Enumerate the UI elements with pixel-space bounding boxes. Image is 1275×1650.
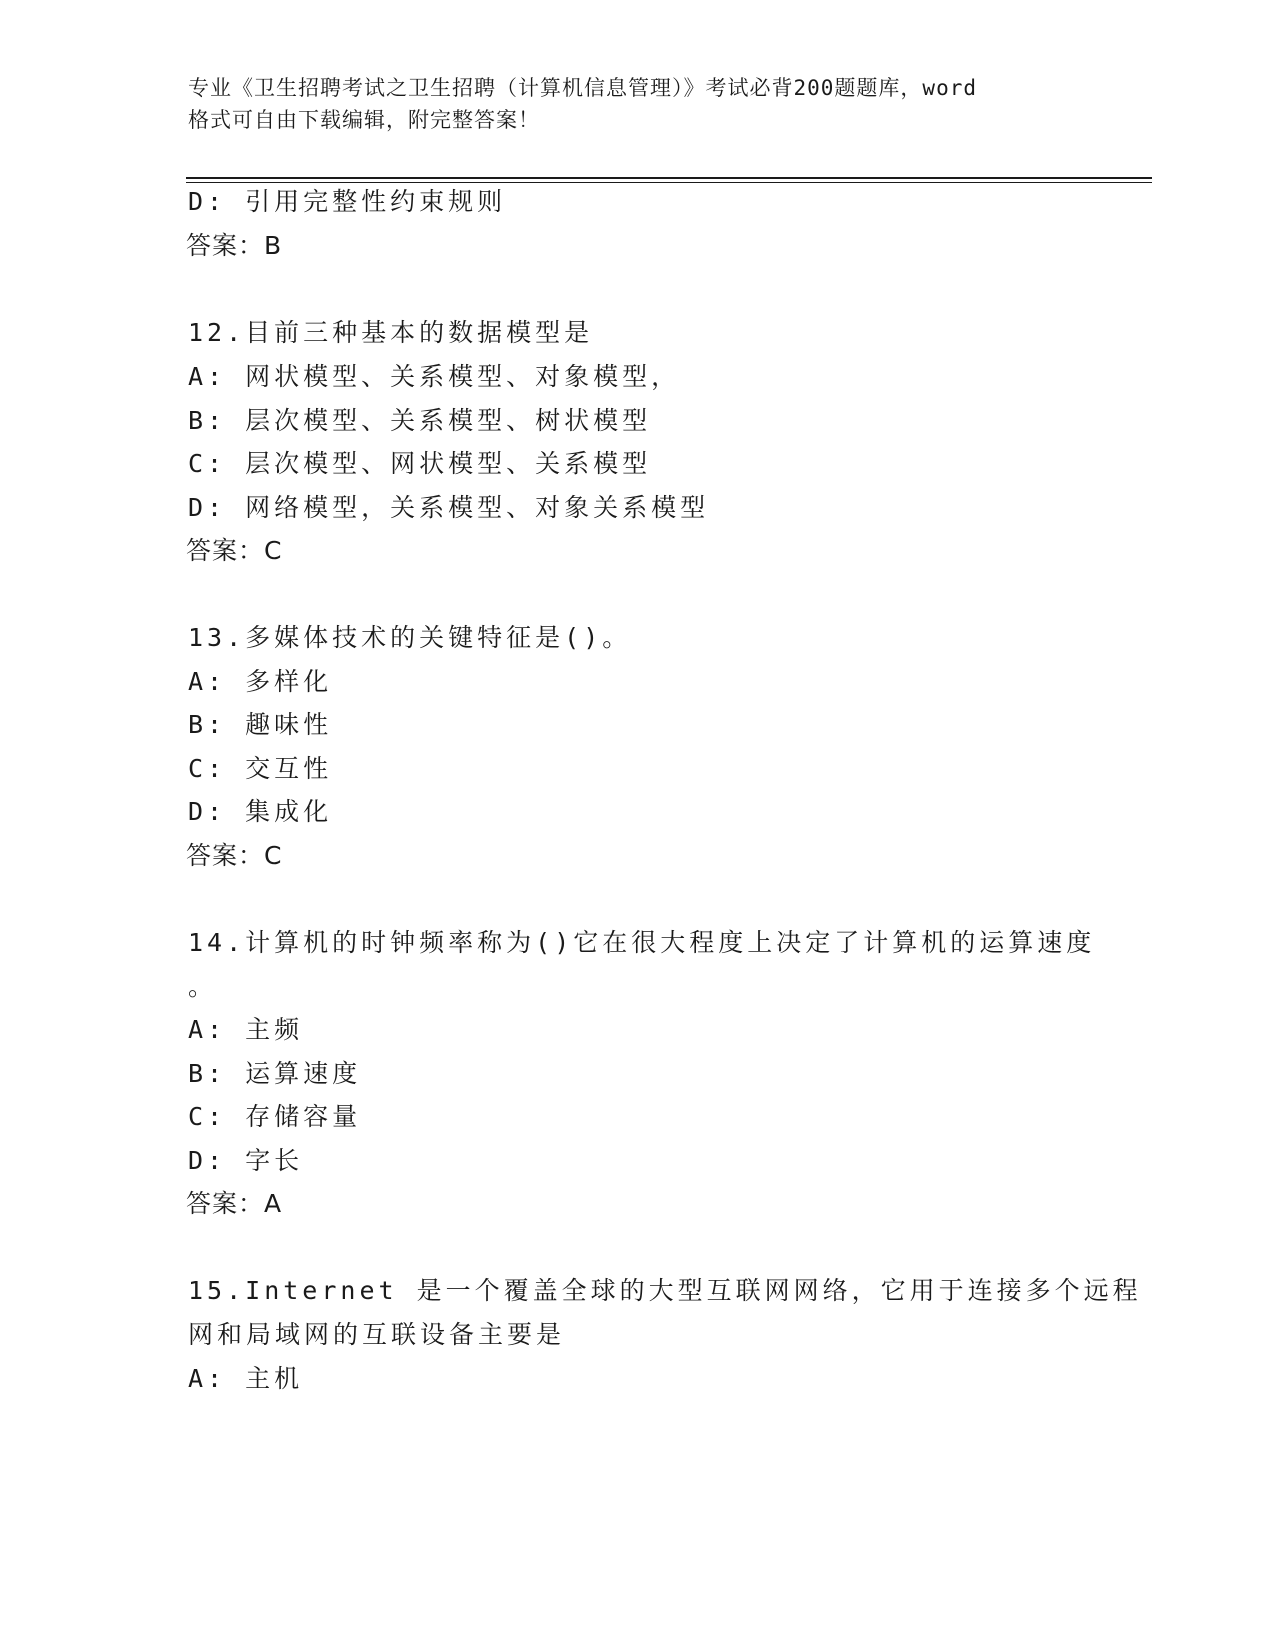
q13-option-c: C: 交互性 bbox=[188, 754, 333, 783]
q13-option-b: B: 趣味性 bbox=[188, 710, 333, 739]
q14-stem-line-2: 。 bbox=[188, 972, 218, 1001]
q14-answer: 答案：A bbox=[186, 1189, 283, 1218]
header-divider-thick bbox=[186, 177, 1152, 179]
q12-answer: 答案：C bbox=[186, 536, 283, 565]
q14-option-c: C: 存储容量 bbox=[188, 1102, 362, 1131]
q14-option-d: D: 字长 bbox=[188, 1146, 304, 1175]
q14-stem-line-1: 14.计算机的时钟频率称为()它在很大程度上决定了计算机的运算速度 bbox=[188, 928, 1096, 957]
q14-option-a: A: 主频 bbox=[188, 1015, 304, 1044]
header-title-line-2: 格式可自由下载编辑，附完整答案！ bbox=[188, 108, 540, 132]
q12-option-d: D: 网络模型，关系模型、对象关系模型 bbox=[188, 493, 710, 522]
q13-answer: 答案：C bbox=[186, 841, 283, 870]
q12-option-c: C: 层次模型、网状模型、关系模型 bbox=[188, 449, 652, 478]
document-header bbox=[188, 72, 1088, 136]
q13-option-a: A: 多样化 bbox=[188, 667, 333, 696]
q12-option-a: A: 网状模型、关系模型、对象模型， bbox=[188, 362, 681, 391]
header-title-line-1: 专业《卫生招聘考试之卫生招聘（计算机信息管理）》考试必背200题题库，word bbox=[188, 76, 977, 100]
q14-option-b: B: 运算速度 bbox=[188, 1059, 362, 1088]
q12-stem: 12.目前三种基本的数据模型是 bbox=[188, 318, 594, 347]
q13-option-d: D: 集成化 bbox=[188, 797, 333, 826]
header-divider-thin bbox=[186, 182, 1152, 183]
q15-stem-line-1: 15.Internet 是一个覆盖全球的大型互联网网络，它用于连接多个远程 bbox=[188, 1276, 1142, 1305]
q15-option-a: A: 主机 bbox=[188, 1364, 304, 1393]
q15-stem-line-2: 网和局域网的互联设备主要是 bbox=[188, 1320, 566, 1349]
q11-answer: 答案：B bbox=[186, 231, 283, 260]
q11-option-d: D: 引用完整性约束规则 bbox=[188, 187, 507, 216]
q12-option-b: B: 层次模型、关系模型、树状模型 bbox=[188, 406, 652, 435]
q13-stem: 13.多媒体技术的关键特征是()。 bbox=[188, 623, 632, 652]
